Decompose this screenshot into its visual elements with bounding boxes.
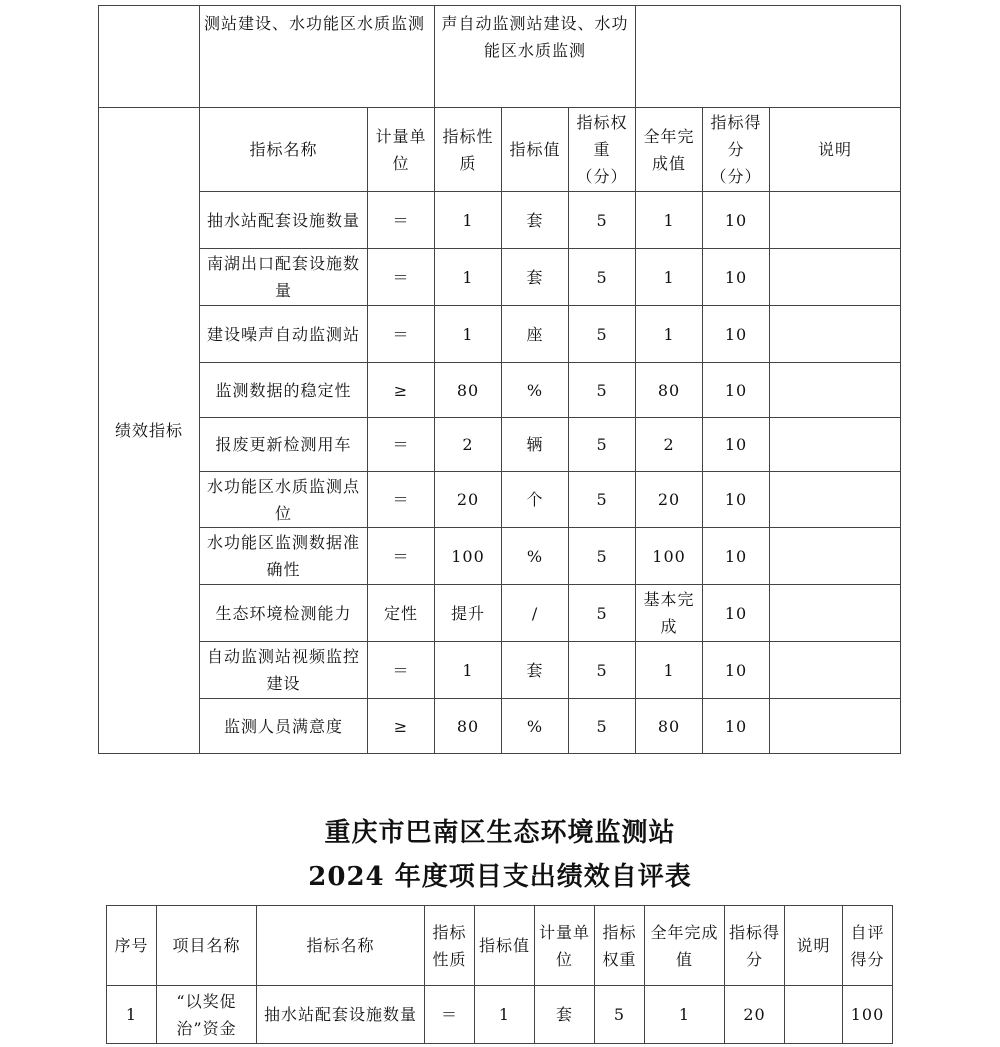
cell: ＝ (368, 418, 435, 472)
cell (785, 986, 843, 1044)
cell: 1 (636, 642, 703, 699)
self-evaluation-table (106, 905, 893, 1044)
cell: 1 (435, 192, 502, 249)
header-cell: 说明 (785, 906, 843, 986)
cell: 套 (502, 192, 569, 249)
cell: 南湖出口配套设施数量 (200, 249, 368, 306)
cell: 20 (725, 986, 785, 1044)
header-cell: 项目名称 (157, 906, 257, 986)
table-row (99, 642, 901, 699)
table-row (99, 192, 901, 249)
header-cell: 指标得分（分） (703, 108, 770, 192)
header-row (107, 906, 893, 986)
table-row (99, 249, 901, 306)
cell: 10 (703, 249, 770, 306)
cell (770, 192, 901, 249)
cell (770, 472, 901, 528)
cell: 5 (569, 585, 636, 642)
cell (770, 699, 901, 754)
cell: 1 (645, 986, 725, 1044)
header-cell: 序号 (107, 906, 157, 986)
cell: 水功能区水质监测点位 (200, 472, 368, 528)
cell: 5 (569, 192, 636, 249)
cell: 基本完成 (636, 585, 703, 642)
continued-row (99, 6, 901, 108)
cell (770, 306, 901, 363)
cell: 80 (435, 699, 502, 754)
header-cell: 指标名称 (257, 906, 425, 986)
cell: 20 (636, 472, 703, 528)
cell: 1 (636, 306, 703, 363)
cell: 监测人员满意度 (200, 699, 368, 754)
cell (770, 363, 901, 418)
header-cell: 指标得分 (725, 906, 785, 986)
cell: 5 (569, 472, 636, 528)
cell: 2 (435, 418, 502, 472)
cell: 5 (569, 306, 636, 363)
cell: 水功能区监测数据准确性 (200, 528, 368, 585)
table-row (107, 986, 893, 1044)
cell: 1 (475, 986, 535, 1044)
table-row (99, 306, 901, 363)
cell: 10 (703, 528, 770, 585)
cell: 5 (569, 699, 636, 754)
cell: 监测数据的稳定性 (200, 363, 368, 418)
cell: 座 (502, 306, 569, 363)
cell: 套 (502, 642, 569, 699)
cell (770, 249, 901, 306)
cell: ＝ (368, 528, 435, 585)
cell (770, 528, 901, 585)
table-row (99, 472, 901, 528)
cell: 提升 (435, 585, 502, 642)
header-cell: 计量单位 (368, 108, 435, 192)
cell: ＝ (368, 472, 435, 528)
cell: 5 (569, 642, 636, 699)
cell: 5 (595, 986, 645, 1044)
header-cell: 指标名称 (200, 108, 368, 192)
cell: 定性 (368, 585, 435, 642)
cell: % (502, 363, 569, 418)
cell: 抽水站配套设施数量 (200, 192, 368, 249)
cell (770, 418, 901, 472)
cont-cell-c (636, 6, 901, 108)
report-subtitle: 2024 年度项目支出绩效自评表 (308, 862, 692, 892)
table-row (99, 418, 901, 472)
cell: 80 (636, 363, 703, 418)
cell: 5 (569, 418, 636, 472)
header-cell: 指标值 (502, 108, 569, 192)
header-cell: 全年完成值 (645, 906, 725, 986)
cell: ＝ (425, 986, 475, 1044)
header-cell: 指标权重（分） (569, 108, 636, 192)
cell: ＝ (368, 249, 435, 306)
cell: “以奖促治”资金 (157, 986, 257, 1044)
cell: 20 (435, 472, 502, 528)
cell: 10 (703, 585, 770, 642)
cell: 100 (435, 528, 502, 585)
cell: 个 (502, 472, 569, 528)
header-cell: 指标性质 (425, 906, 475, 986)
header-cell: 说明 (770, 108, 901, 192)
cell: 抽水站配套设施数量 (257, 986, 425, 1044)
cell: % (502, 528, 569, 585)
cell: ≥ (368, 699, 435, 754)
header-cell: 指标性质 (435, 108, 502, 192)
cell: 5 (569, 249, 636, 306)
cell: ＝ (368, 192, 435, 249)
header-cell: 指标权重 (595, 906, 645, 986)
table-row (99, 363, 901, 418)
cell: 1 (107, 986, 157, 1044)
cell: 自动监测站视频监控建设 (200, 642, 368, 699)
header-cell: 全年完成值 (636, 108, 703, 192)
cell: 生态环境检测能力 (200, 585, 368, 642)
cell: 100 (636, 528, 703, 585)
performance-indicator-table (98, 5, 901, 754)
cell: 套 (535, 986, 595, 1044)
cell: 10 (703, 363, 770, 418)
cell: 1 (435, 306, 502, 363)
cell: 2 (636, 418, 703, 472)
cell: 80 (435, 363, 502, 418)
cell: 1 (636, 192, 703, 249)
section-label: 绩效指标 (99, 108, 200, 754)
cell: 10 (703, 472, 770, 528)
header-cell: 自评得分 (843, 906, 893, 986)
cell: 5 (569, 528, 636, 585)
table-row (99, 585, 901, 642)
header-cell: 计量单位 (535, 906, 595, 986)
cell: ＝ (368, 642, 435, 699)
cont-cell-a: 测站建设、水功能区水质监测 (200, 6, 435, 108)
cell: ≥ (368, 363, 435, 418)
cell: 建设噪声自动监测站 (200, 306, 368, 363)
cell: 5 (569, 363, 636, 418)
cell: 10 (703, 642, 770, 699)
table-row (99, 699, 901, 754)
cell: 10 (703, 306, 770, 363)
cell: 报废更新检测用车 (200, 418, 368, 472)
cell: 1 (435, 249, 502, 306)
cell: 80 (636, 699, 703, 754)
header-row (99, 108, 901, 192)
table-row (99, 528, 901, 585)
report-title: 重庆市巴南区生态环境监测站 (324, 818, 676, 848)
cell: 辆 (502, 418, 569, 472)
cell: 10 (703, 418, 770, 472)
cell: 1 (636, 249, 703, 306)
cont-cell-b: 声自动监测站建设、水功能区水质监测 (435, 6, 636, 108)
header-cell: 指标值 (475, 906, 535, 986)
cell: % (502, 699, 569, 754)
cell: 10 (703, 699, 770, 754)
cont-left-cell (99, 6, 200, 108)
cell (770, 585, 901, 642)
cell: / (502, 585, 569, 642)
cell: 10 (703, 192, 770, 249)
cell: ＝ (368, 306, 435, 363)
cell: 100 (843, 986, 893, 1044)
cell: 套 (502, 249, 569, 306)
cell (770, 642, 901, 699)
cell: 1 (435, 642, 502, 699)
